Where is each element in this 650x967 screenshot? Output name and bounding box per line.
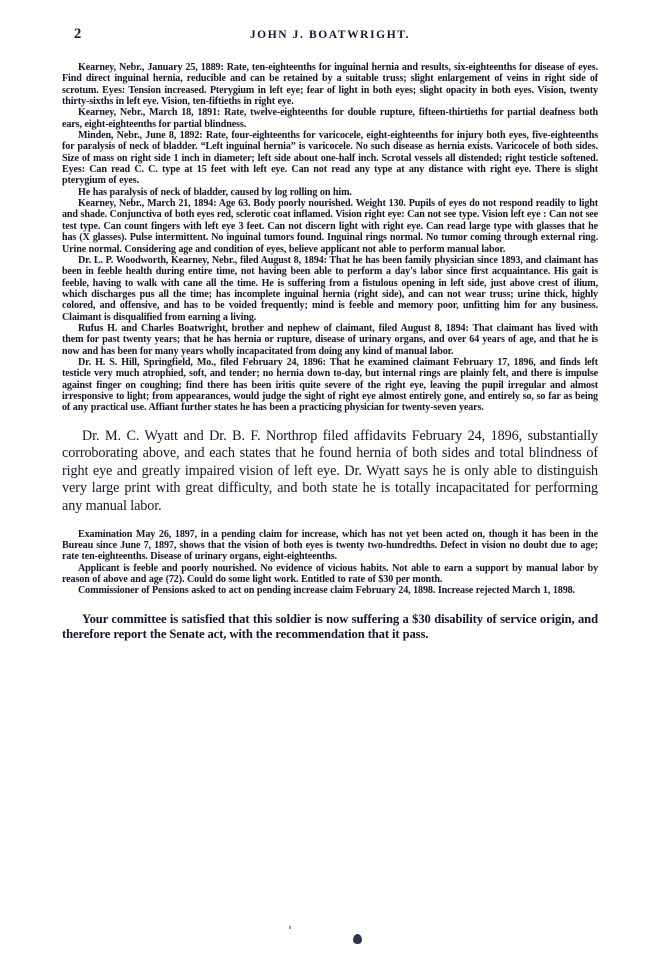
paragraph-minden-1892: Minden, Nebr., June 8, 1892: Rate, four-eighteenths for varicocele, eight-eighteenths for injury both eyes, five-eighteenths for paralysis of neck of bladder. “Left inguinal hernia” is varicocele. No such disease as hernia exists. Varicocele of both sides. Size of mass on right side 1 inch in diameter; left side about one-half inch. Scrotal vessels all distended; right testicle softened. Eyes: Can read C. C. type at 15 feet with left eye. Can not read any type at any distance with right eye. There is slight pterygium of eyes. [62, 130, 598, 187]
paragraph-hill-affidavit: Dr. H. S. Hill, Springfield, Mo., filed February 24, 1896: That he examined claimant February 17, 1896, and finds left testicle very much atrophied, soft, and tender; no hernia down to-day, but internal rings are plainly felt, and there is impulse against finger on coughing; find there has been iritis quite severe of the right eye, leaving the pupil irregular and almost irresponsive to light; from appearances, would judge the sight of right eye almost entirely gone, and entirely so, so far as being of any practical use. Affiant further states he has been a practicing physician for twenty-seven years. [62, 356, 598, 414]
paragraph-committee-conclusion: Your committee is satisfied that this soldier is now suffering a $30 disability of service origin, and therefore report the Senate act, with the recommendation that it pass. [62, 611, 598, 642]
paragraph-examination-1897: Examination May 26, 1897, in a pending claim for increase, which has not yet been acted on, though it has been in the Bureau since June 7, 1897, shows that the vision of both eyes is twenty two-hundredths. Defect in vision no doubt due to age; rate ten-eighteenths. Disease of urinary organs, eight-eighteenths. [62, 528, 598, 563]
paragraph-applicant-condition: Applicant is feeble and poorly nourished. No evidence of vicious habits. Not able to earn a support by manual labor by reason of above and age (72). Could do some light work. Entitled to rate of $30 per month. [62, 562, 598, 585]
paragraph-kearney-1891: Kearney, Nebr., March 18, 1891: Rate, twelve-eighteenths for double rupture, fifteen-thirtieths for partial deafness both ears, eight-eighteenths for partial blindness. [62, 107, 598, 130]
scan-speck-artifact [289, 926, 291, 929]
paragraph-bladder-paralysis: He has paralysis of neck of bladder, caused by log rolling on him. [78, 186, 352, 198]
paragraph-wyatt-northrop-affidavits: Dr. M. C. Wyatt and Dr. B. F. Northrop filed affidavits February 24, 1896, substantially corroborating above, and each states that he found hernia of both sides and total blindness of right eye and greatly impaired vision of left eye. Dr. Wyatt says he is only able to distinguish very large print with great difficulty, and both state he is totally incapacitated for performing any manual labor. [62, 427, 598, 515]
paragraph-commissioner-pensions: Commissioner of Pensions asked to act on pending increase claim February 24, 1898. Increase rejected March 1, 1898. [78, 585, 575, 597]
paragraph-kearney-1894: Kearney, Nebr., March 21, 1894: Age 63. Body poorly nourished. Weight 130. Pupils of eyes do not respond readily to light and shade. Conjunctiva of both eyes red, sclerotic coat inflamed. Vision right eye: Can not see type. Vision left eye : Can not see test type. Can count fingers with left eye 3 feet. Can not discern light with right eye. Can read large type with glasses that he has (X glasses). Pulse intermittent. No inguinal tumors found. Inguinal rings normal. No tumor coming through external ring. Urine normal. Considering age and condition of eyes, believe applicant not able to perform manual labor. [62, 198, 598, 255]
page-number: 2 [74, 26, 82, 42]
scan-ink-blot-artifact [353, 934, 362, 944]
running-head [62, 26, 598, 56]
paragraph-woodworth-affidavit: Dr. L. P. Woodworth, Kearney, Nebr., filed August 8, 1894: That he has been family physician since 1893, and claimant has been in feeble health during entire time, not having been able to perform a day's labor since first acquaintance. His gait is feeble, having to walk with cane all the time. He is suffering from a fistulous opening in left side, just above crest of ilium, which discharges pus all the time; has incomplete inguinal hernia (right side), and can not wear truss; urine thick, highly colored, and offensive, and has to be voided frequently; mind is feeble and memory poor, unfitting him for any business. Claimant is disqualified from earning a living. [62, 254, 598, 323]
paragraph-kearney-1889: Kearney, Nebr., January 25, 1889: Rate, ten-eighteenths for inguinal hernia and results, six-eighteenths for disease of eyes. Find direct inguinal hernia, reducible and can be retained by a suitable truss; slight enlargement of veins in right side of scrotum. Eyes: Tension increased. Pterygium in left eye; fear of light in both eyes; slight opacity in both eyes. Vision, twenty thirty-sixths in left eye. Vision, ten-fiftieths in right eye. [62, 62, 598, 108]
paragraph-boatwright-relatives-affidavit: Rufus H. and Charles Boatwright, brother and nephew of claimant, filed August 8, 1894: That claimant has lived with them for past twenty years; that he has hernia or rupture, disease of urinary organs, and over 64 years of age, and that he is now and has been for many years wholly incapacitated from doing any kind of manual labor. [62, 322, 598, 357]
document-body [62, 62, 598, 643]
running-title: JOHN J. BOATWRIGHT. [249, 29, 411, 41]
